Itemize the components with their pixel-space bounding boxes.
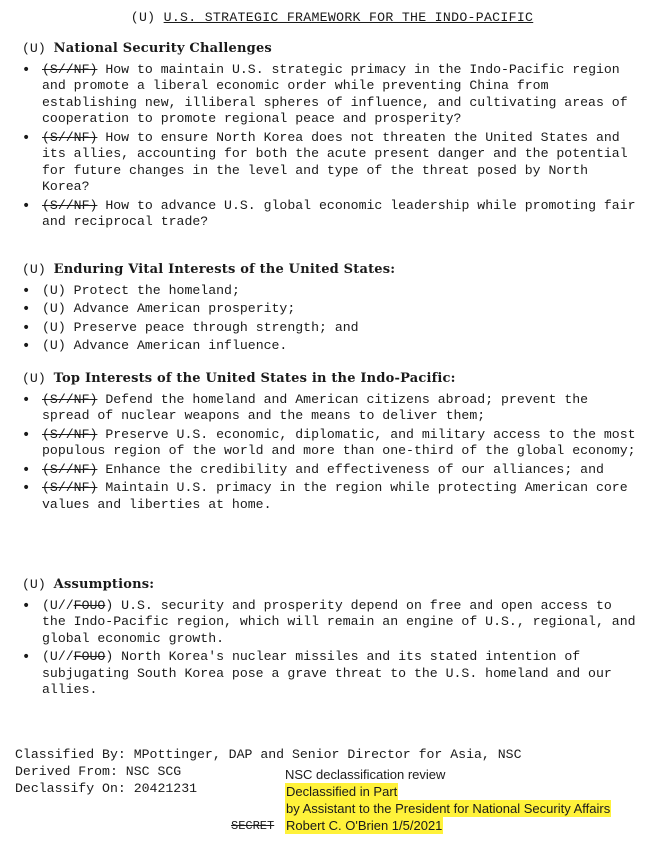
item-text: Advance American prosperity; xyxy=(73,301,296,316)
item-text: Protect the homeland; xyxy=(73,282,240,298)
list-item xyxy=(22,283,642,300)
bullet-icon: • xyxy=(22,129,31,146)
item-text: How to advance U.S. global economic leadership while promoting fair and reciprocal trade? xyxy=(42,197,636,229)
bullet-list xyxy=(22,283,642,355)
section-heading xyxy=(22,41,642,58)
section-marking: (U) xyxy=(22,41,46,56)
item-marking: (S//NF) xyxy=(42,391,98,407)
review-signature: Robert C. O'Brien 1/5/2021 xyxy=(286,818,443,833)
item-marking: (S//NF) xyxy=(42,129,98,145)
item-marking: (S//NF) xyxy=(42,461,98,477)
item-marking: (U) xyxy=(42,319,66,335)
derived-from: Derived From: NSC SCG xyxy=(15,764,182,779)
bullet-icon: • xyxy=(22,461,31,478)
list-item xyxy=(22,392,642,425)
item-marking: (S//NF) xyxy=(42,197,98,213)
item-marking: (U) xyxy=(42,301,66,316)
item-text: U.S. security and prosperity depend on free and open access to the Indo-Pacific region, which will remain an engine of U.S., regional, and global economic growth. xyxy=(42,597,636,646)
section-marking: (U) xyxy=(22,371,46,386)
declassify-on: Declassify On: 20421231 xyxy=(15,781,198,796)
item-marking-prefix: (U// xyxy=(42,597,74,613)
list-item xyxy=(22,301,642,318)
item-text: How to maintain U.S. strategic primacy in the Indo-Pacific region and promote a liberal economic order while preventing China from establishing new, illiberal spheres of influence, and cultivating areas of cooperation to promote regional peace and prosperity? xyxy=(42,61,628,126)
review-title: NSC declassification review xyxy=(285,767,446,782)
section-vital-interests xyxy=(22,262,642,357)
section-heading xyxy=(22,577,642,594)
title-text: U.S. STRATEGIC FRAMEWORK FOR THE INDO-PACIFIC xyxy=(163,10,534,25)
classified-by: Classified By: MPottinger, DAP and Senior Director for Asia, NSC xyxy=(15,747,522,762)
item-text: Enhance the credibility and effectiveness of our alliances; and xyxy=(105,461,604,477)
review-authority: by Assistant to the President for National Security Affairs xyxy=(286,801,611,816)
section-assumptions xyxy=(22,577,642,701)
list-item xyxy=(22,480,642,513)
section-top-interests xyxy=(22,371,642,515)
item-marking-struck: FOUO xyxy=(73,649,106,664)
item-marking: (S//NF) xyxy=(42,480,98,495)
bullet-list xyxy=(22,392,642,514)
list-item xyxy=(22,338,642,355)
list-item xyxy=(22,198,642,231)
bullet-icon: • xyxy=(22,480,31,496)
item-text: North Korea's nuclear missiles and its stated intention of subjugating South Korea pose a grave threat to the U.S. homeland and our allies. xyxy=(42,649,612,697)
section-marking: (U) xyxy=(22,577,46,592)
bullet-icon: • xyxy=(22,301,31,317)
bullet-icon: • xyxy=(22,197,31,214)
item-text: Defend the homeland and American citizens abroad; prevent the spread of nuclear weapons and the means to deliver them; xyxy=(42,391,589,423)
section-heading-text: Assumptions: xyxy=(53,577,155,592)
list-item xyxy=(22,320,642,337)
declassification-review xyxy=(285,766,611,834)
item-text: Maintain U.S. primacy in the region while protecting American core values and liberties at home. xyxy=(42,480,628,512)
title-marking: (U) xyxy=(130,10,156,25)
bullet-list xyxy=(22,62,642,231)
section-heading xyxy=(22,371,642,388)
item-marking: (U) xyxy=(42,282,66,298)
page-title xyxy=(0,10,664,27)
section-challenges xyxy=(22,41,642,233)
section-heading-text: Top Interests of the United States in the Indo-Pacific: xyxy=(53,371,456,386)
bullet-icon: • xyxy=(22,391,31,408)
item-text: Advance American influence. xyxy=(73,338,288,353)
bullet-icon: • xyxy=(22,426,31,443)
item-text: Preserve peace through strength; and xyxy=(73,319,359,335)
item-marking: (S//NF) xyxy=(42,61,98,77)
item-text: How to ensure North Korea does not threaten the United States and its allies, accounting for both the acute present danger and the potential for future changes in the level and type of the threat posed by North Korea? xyxy=(42,129,628,194)
bullet-icon: • xyxy=(22,319,31,336)
bullet-icon: • xyxy=(22,282,31,299)
secret-marking: SECRET xyxy=(231,819,275,833)
list-item xyxy=(22,598,642,648)
section-heading xyxy=(22,262,642,279)
list-item xyxy=(22,427,642,460)
list-item xyxy=(22,462,642,479)
item-marking-suffix: ) xyxy=(105,597,114,613)
item-text: Preserve U.S. economic, diplomatic, and military access to the most populous region of the world and more than one-third of the global economy; xyxy=(42,426,636,458)
list-item xyxy=(22,649,642,699)
item-marking-suffix: ) xyxy=(105,649,114,664)
item-marking: (U) xyxy=(42,338,66,353)
bullet-icon: • xyxy=(22,597,31,614)
item-marking: (S//NF) xyxy=(42,426,98,442)
item-marking-prefix: (U// xyxy=(42,649,74,664)
list-item xyxy=(22,62,642,128)
section-heading-text: Enduring Vital Interests of the United States: xyxy=(53,262,396,277)
bullet-icon: • xyxy=(22,649,31,665)
bullet-list xyxy=(22,598,642,699)
review-status: Declassified in Part xyxy=(286,784,398,799)
section-heading-text: National Security Challenges xyxy=(53,41,272,56)
bullet-icon: • xyxy=(22,61,31,78)
item-marking-struck: FOUO xyxy=(73,597,106,613)
section-marking: (U) xyxy=(22,262,46,277)
bullet-icon: • xyxy=(22,338,31,354)
list-item xyxy=(22,130,642,196)
